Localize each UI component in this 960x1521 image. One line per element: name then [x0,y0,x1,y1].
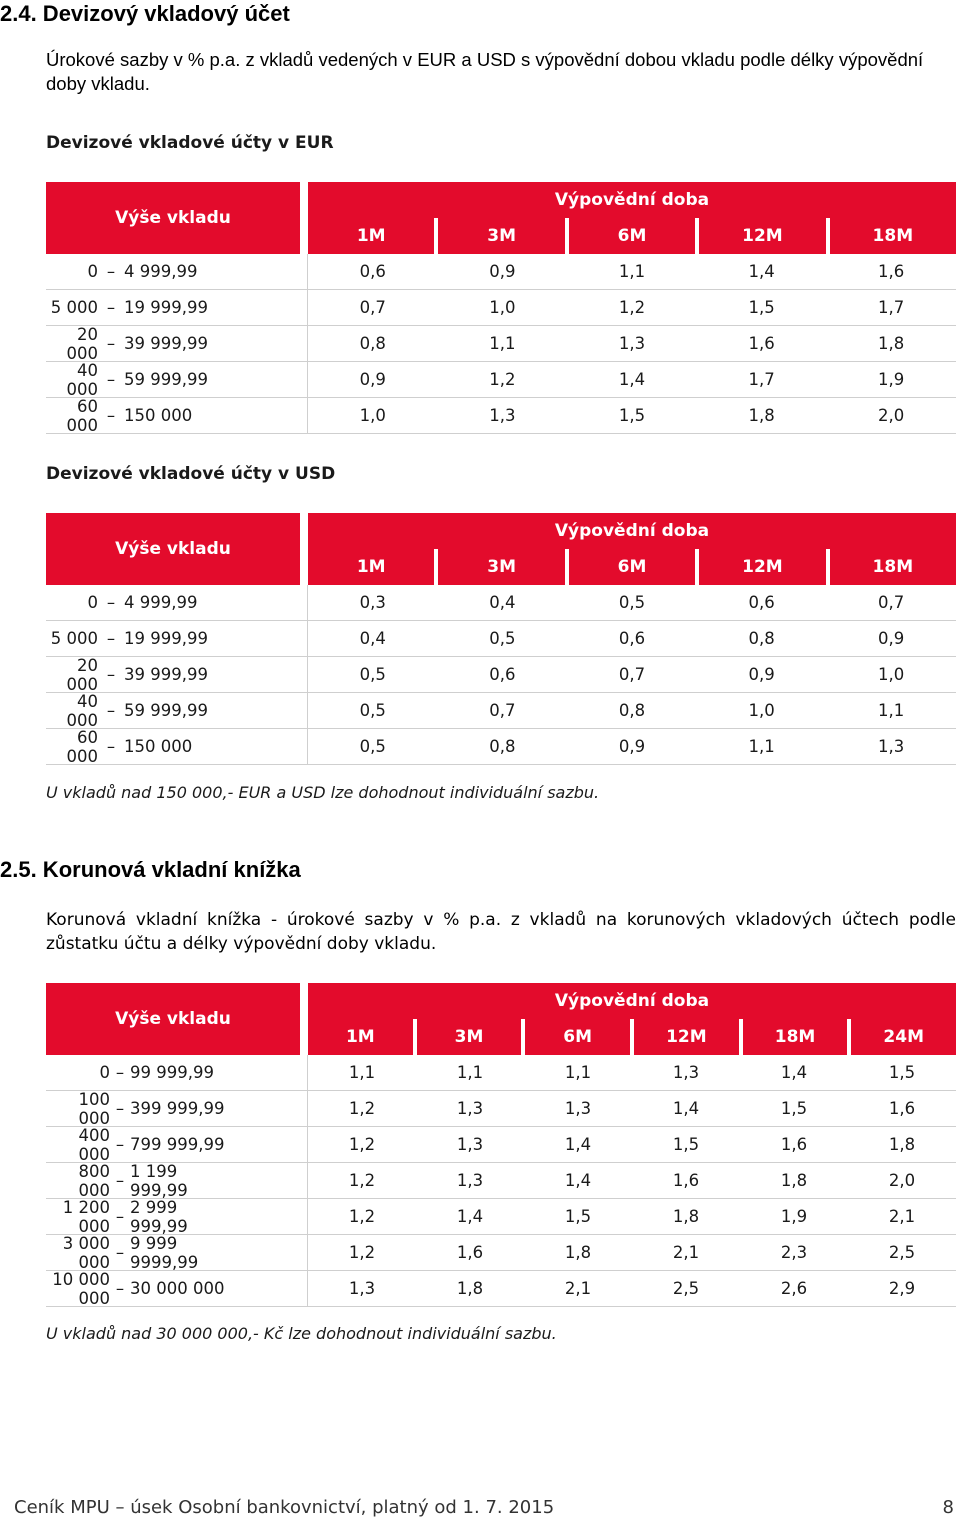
range-dash: – [115,1243,125,1262]
rate-cells [308,1163,956,1198]
rate-cell: 0,9 [489,262,516,281]
rate-cell: 1,8 [748,406,775,425]
range-to: 39 999,99 [124,334,208,353]
rate-cell: 1,3 [456,1099,484,1118]
deposit-range [46,1199,308,1234]
table-row [46,729,956,765]
range-dash: – [115,1099,125,1118]
usd-note: U vkladů nad 150 000,- EUR a USD lze dohodnout individuální sazbu. [46,783,600,802]
range-dash: – [106,701,116,720]
rate-cells [308,362,956,397]
range-from: 20 000 [66,655,98,694]
header-notice-period: Výpovědní doba [308,182,956,218]
range-dash: – [115,1207,125,1226]
range-dash: – [115,1135,125,1154]
table-row [46,693,956,729]
rate-cell: 1,8 [888,1135,916,1154]
rate-cell: 1,3 [456,1171,484,1190]
deposit-range [46,621,308,656]
rate-cells [308,585,956,620]
deposit-range [46,290,308,325]
rate-cells [308,326,956,361]
rate-cell: 1,8 [780,1171,808,1190]
range-to: 799 999,99 [130,1135,225,1154]
table-row [46,362,956,398]
rate-cell: 0,4 [359,629,386,648]
range-dash: – [115,1171,125,1190]
rate-cell: 1,5 [748,298,775,317]
range-from: 1 200 000 [62,1197,110,1236]
header-deposit-amount: Výše vkladu [46,182,300,254]
range-from: 40 000 [66,691,98,730]
rate-cell: 0,6 [359,262,386,281]
period-header: 12M [699,218,825,254]
range-to: 9 999 9999,99 [130,1233,199,1272]
rate-cell: 0,9 [359,370,386,389]
rate-cell: 0,5 [359,737,386,756]
rate-cell: 0,6 [489,665,516,684]
rate-cell: 2,1 [672,1243,700,1262]
rate-cell: 1,4 [564,1135,592,1154]
rate-cell: 1,4 [456,1207,484,1226]
rate-cell: 1,7 [878,298,905,317]
rate-cell: 1,6 [456,1243,484,1262]
range-from: 0 [87,593,98,612]
period-header: 3M [438,549,564,585]
rate-cell: 0,5 [618,593,646,612]
range-to: 30 000 000 [130,1279,225,1298]
deposit-range [46,362,308,397]
rate-cell: 0,9 [878,629,905,648]
rate-cell: 1,1 [348,1063,376,1082]
period-header: 6M [569,549,695,585]
period-header: 1M [308,1019,413,1055]
table-row [46,1199,956,1235]
period-header: 18M [743,1019,848,1055]
rate-cells [308,621,956,656]
rate-cell: 1,1 [564,1063,592,1082]
table-row [46,1091,956,1127]
range-from: 5 000 [50,298,98,317]
period-header: 12M [634,1019,739,1055]
deposit-range [46,1271,308,1306]
range-dash: – [106,334,116,353]
rate-cell: 1,6 [878,262,905,281]
rate-cell: 0,7 [359,298,386,317]
rate-cell: 1,3 [489,406,516,425]
range-dash: – [106,406,116,425]
range-from: 0 [87,262,98,281]
period-header: 18M [830,549,956,585]
rate-cells [308,693,956,728]
rate-cell: 1,2 [348,1243,376,1262]
rate-cell: 1,5 [564,1207,592,1226]
rate-cell: 0,3 [359,593,386,612]
table-row [46,326,956,362]
table-row [46,398,956,434]
deposit-range [46,1235,308,1270]
header-deposit-amount: Výše vkladu [46,983,300,1055]
rate-cell: 0,7 [489,701,516,720]
table-row [46,1055,956,1091]
range-to: 150 000 [124,406,193,425]
rate-cell: 1,4 [564,1171,592,1190]
rate-cell: 0,8 [359,334,386,353]
rate-cell: 1,3 [564,1099,592,1118]
range-dash: – [106,665,116,684]
table-row [46,290,956,326]
range-dash: – [115,1063,125,1082]
range-to: 59 999,99 [124,370,208,389]
rate-cells [308,398,956,433]
rate-cell: 1,9 [878,370,905,389]
rate-cell: 1,4 [672,1099,700,1118]
rate-cell: 1,3 [618,334,646,353]
rate-cell: 1,8 [878,334,905,353]
rate-cell: 1,5 [888,1063,916,1082]
rate-cell: 1,9 [780,1207,808,1226]
table-row [46,1163,956,1199]
rate-cell: 1,6 [748,334,775,353]
table-row [46,254,956,290]
rate-cells [308,729,956,764]
period-header: 3M [438,218,564,254]
range-from: 5 000 [50,629,98,648]
rate-cell: 0,8 [618,701,646,720]
rate-cell: 2,1 [564,1279,592,1298]
range-dash: – [106,593,116,612]
rate-cells [308,254,956,289]
rate-cell: 2,5 [672,1279,700,1298]
range-to: 99 999,99 [130,1063,214,1082]
rate-cell: 1,7 [748,370,775,389]
deposit-range [46,1163,308,1198]
section-intro-2-5: Korunová vkladní knížka - úrokové sazby v % p.a. z vkladů na korunových vkladových účtech podle zůstatku účtu a délky výpovědní doby vkladu. [46,910,956,954]
rate-cell: 1,2 [348,1171,376,1190]
range-to: 2 999 999,99 [130,1197,188,1236]
rate-cell: 1,4 [780,1063,808,1082]
eur-subheading: Devizové vkladové účty v EUR [46,133,334,153]
range-from: 400 000 [78,1125,110,1164]
table-header [46,182,956,254]
rate-cell: 2,0 [878,406,905,425]
rate-cell: 1,5 [618,406,646,425]
rate-cell: 1,2 [489,370,516,389]
rate-cell: 1,1 [489,334,516,353]
section-heading-2-4: 2.4. Devizový vkladový účet [0,1,290,26]
period-header: 24M [851,1019,956,1055]
deposit-range [46,1091,308,1126]
range-to: 4 999,99 [124,262,198,281]
rate-cell: 1,0 [748,701,775,720]
deposit-range [46,1055,308,1090]
range-from: 800 000 [78,1161,110,1200]
rate-cell: 1,0 [359,406,386,425]
rate-cell: 2,3 [780,1243,808,1262]
range-from: 20 000 [66,324,98,363]
range-dash: – [106,370,116,389]
rate-cell: 1,1 [748,737,775,756]
range-dash: – [106,629,116,648]
rate-cells [308,1235,956,1270]
deposit-range [46,657,308,692]
czk-note: U vkladů nad 30 000 000,- Kč lze dohodnout individuální sazbu. [46,1324,557,1343]
table-header [46,983,956,1055]
rate-cell: 0,6 [748,593,775,612]
rate-cell: 1,4 [618,370,646,389]
period-header: 1M [308,549,434,585]
rate-cell: 1,3 [672,1063,700,1082]
period-header: 18M [830,218,956,254]
table-header [46,513,956,585]
rate-cell: 0,4 [489,593,516,612]
footer-text: Ceník MPU – úsek Osobní bankovnictví, platný od 1. 7. 2015 [14,1497,555,1518]
range-dash: – [106,298,116,317]
rate-cell: 1,6 [672,1171,700,1190]
rate-cell: 1,5 [780,1099,808,1118]
range-dash: – [115,1279,125,1298]
range-from: 3 000 000 [62,1233,110,1272]
header-notice-period: Výpovědní doba [308,513,956,549]
range-from: 40 000 [66,360,98,399]
rate-cell: 1,0 [489,298,516,317]
rate-cell: 0,5 [489,629,516,648]
rate-cell: 0,8 [489,737,516,756]
range-to: 399 999,99 [130,1099,225,1118]
rate-cells [308,1055,956,1090]
rate-cell: 1,2 [618,298,646,317]
rate-cells [308,1199,956,1234]
deposit-range [46,398,308,433]
deposit-range [46,729,308,764]
rate-cell: 0,9 [748,665,775,684]
period-header: 6M [569,218,695,254]
rate-cell: 1,6 [780,1135,808,1154]
usd-rate-table [46,513,956,765]
table-row [46,621,956,657]
range-to: 59 999,99 [124,701,208,720]
header-notice-period: Výpovědní doba [308,983,956,1019]
range-from: 60 000 [66,727,98,766]
rate-cell: 1,8 [456,1279,484,1298]
rate-cell: 1,3 [456,1135,484,1154]
rate-cell: 1,2 [348,1135,376,1154]
rate-cell: 2,9 [888,1279,916,1298]
rate-cells [308,1127,956,1162]
range-to: 39 999,99 [124,665,208,684]
page-number: 8 [942,1497,954,1518]
rate-cell: 1,2 [348,1099,376,1118]
rate-cell: 2,5 [888,1243,916,1262]
rate-cells [308,1091,956,1126]
rate-cells [308,290,956,325]
rate-cell: 0,7 [618,665,646,684]
range-to: 1 199 999,99 [130,1161,188,1200]
rate-cell: 0,5 [359,701,386,720]
deposit-range [46,1127,308,1162]
period-header: 12M [699,549,825,585]
deposit-range [46,326,308,361]
range-to: 150 000 [124,737,193,756]
range-to: 19 999,99 [124,629,208,648]
rate-cell: 1,4 [748,262,775,281]
period-header: 6M [525,1019,630,1055]
rate-cells [308,657,956,692]
deposit-range [46,254,308,289]
rate-cell: 1,6 [888,1099,916,1118]
eur-rate-table [46,182,956,434]
rate-cell: 1,3 [878,737,905,756]
table-row [46,1127,956,1163]
rate-cell: 0,9 [618,737,646,756]
table-row [46,657,956,693]
period-header: 3M [417,1019,522,1055]
rate-cell: 1,0 [878,665,905,684]
deposit-range [46,585,308,620]
range-dash: – [106,262,116,281]
range-from: 10 000 000 [52,1269,110,1308]
header-deposit-amount: Výše vkladu [46,513,300,585]
section-heading-2-5: 2.5. Korunová vkladní knížka [0,857,301,882]
deposit-range [46,693,308,728]
czk-rate-table [46,983,956,1307]
rate-cell: 1,1 [618,262,646,281]
range-dash: – [106,737,116,756]
range-from: 60 000 [66,396,98,435]
rate-cell: 0,5 [359,665,386,684]
rate-cell: 1,3 [348,1279,376,1298]
rate-cell: 1,8 [564,1243,592,1262]
rate-cell: 2,6 [780,1279,808,1298]
rate-cell: 1,2 [348,1207,376,1226]
section-intro-2-4: Úrokové sazby v % p.a. z vkladů vedených v EUR a USD s výpovědní dobou vkladu podle délky výpovědní doby vkladu. [46,49,924,94]
range-from: 100 000 [78,1089,110,1128]
period-header: 1M [308,218,434,254]
usd-subheading: Devizové vkladové účty v USD [46,464,336,484]
table-row [46,1271,956,1307]
rate-cell: 1,1 [878,701,905,720]
rate-cell: 0,6 [618,629,646,648]
table-row [46,1235,956,1271]
range-to: 4 999,99 [124,593,198,612]
rate-cell: 1,8 [672,1207,700,1226]
rate-cell: 0,8 [748,629,775,648]
rate-cell: 2,0 [888,1171,916,1190]
table-row [46,585,956,621]
rate-cell: 0,7 [878,593,905,612]
range-to: 19 999,99 [124,298,208,317]
page-footer [14,1497,954,1518]
rate-cell: 1,5 [672,1135,700,1154]
range-from: 0 [99,1063,110,1082]
rate-cell: 1,1 [456,1063,484,1082]
rate-cells [308,1271,956,1306]
rate-cell: 2,1 [888,1207,916,1226]
